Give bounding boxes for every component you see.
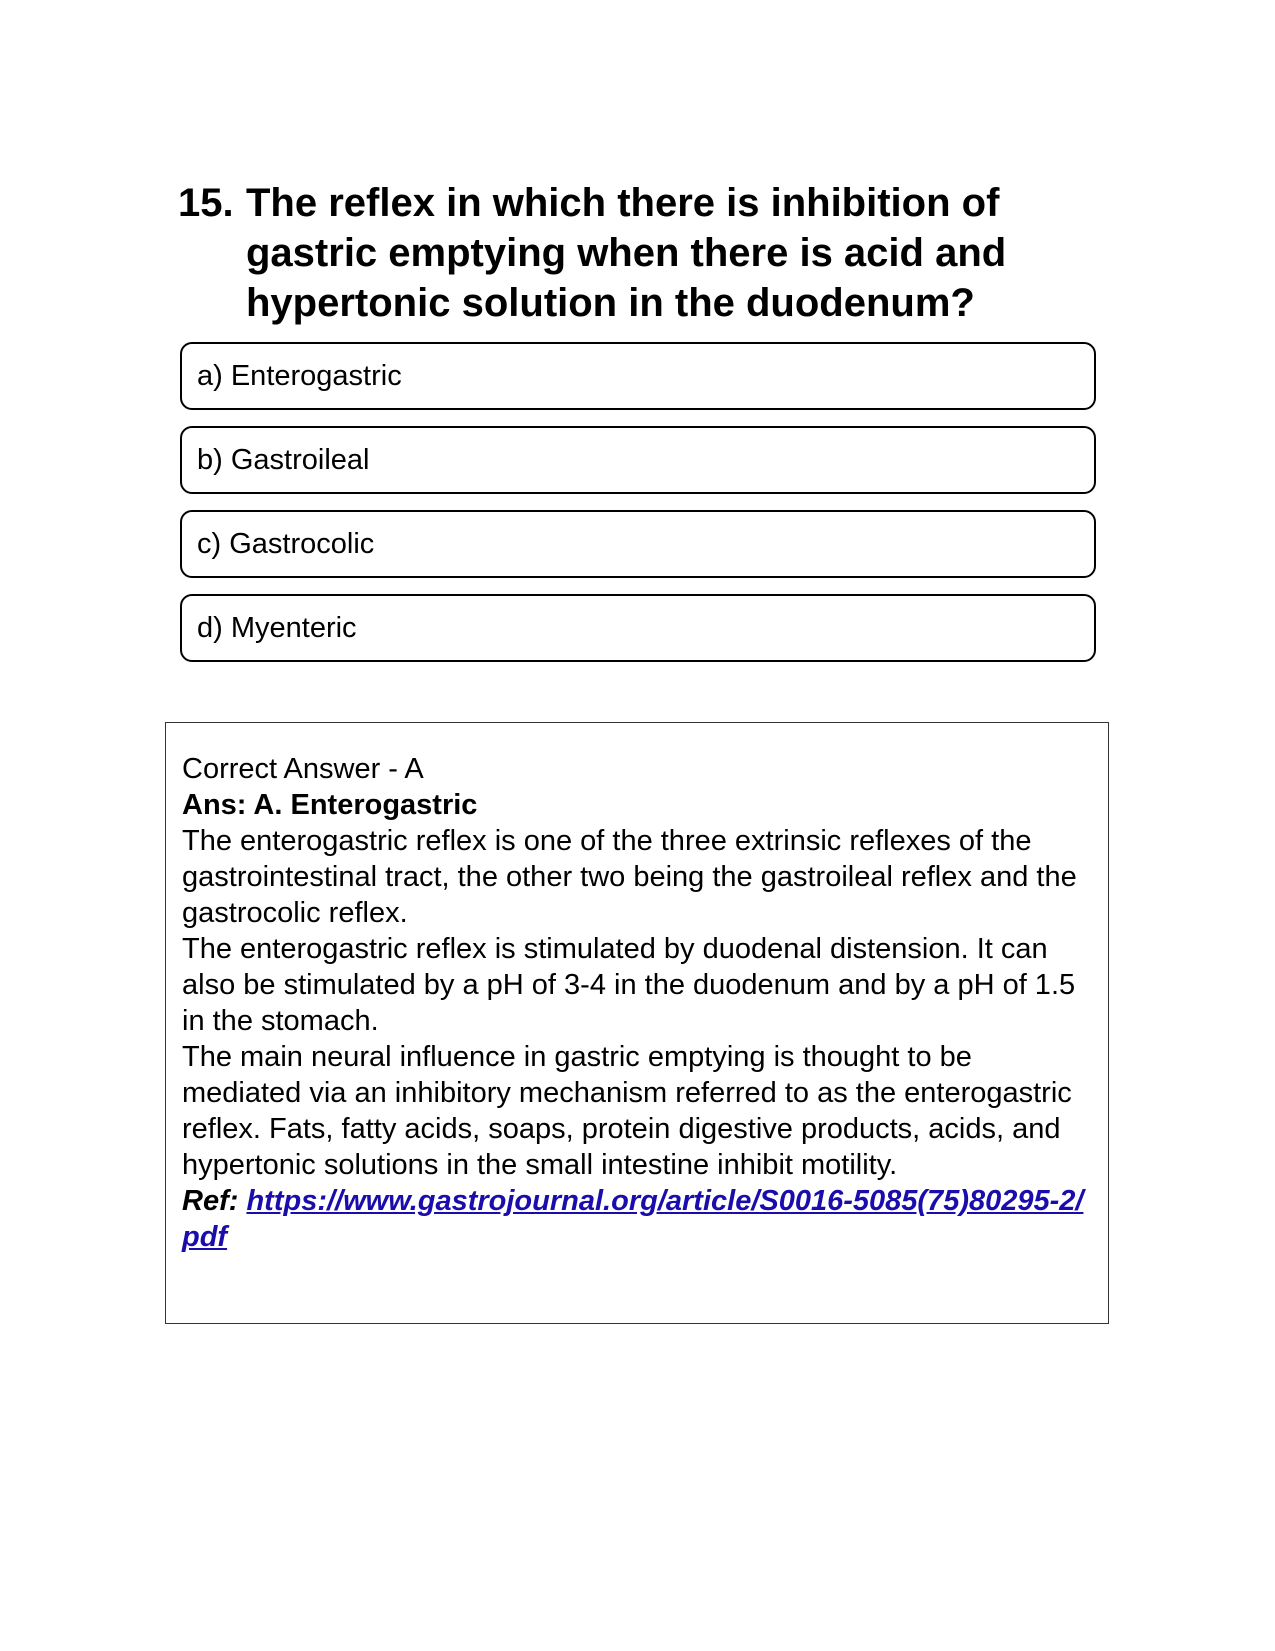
- answer-box: [165, 722, 1109, 1324]
- correct-answer: Correct Answer - A: [182, 753, 424, 785]
- explanation-paragraph-3: The main neural influence in gastric emptying is thought to be mediated via an inhibitory mechanism referred to as the enterogastric reflex. Fats, fatty acids, soaps, protein digestive products, acids, and hypertonic solutions in the small intestine inhibit motility.: [182, 1041, 1072, 1181]
- question-number: 15.: [178, 181, 234, 225]
- answer-title: Ans: A. Enterogastric: [182, 789, 478, 821]
- question-text: The reflex in which there is inhibition of gastric emptying when there is acid and hypertonic solution in the duodenum?: [246, 181, 1007, 325]
- explanation-paragraph-1: The enterogastric reflex is one of the three extrinsic reflexes of the gastrointestinal tract, the other two being the gastroileal reflex and the gastrocolic reflex.: [182, 825, 1077, 929]
- option-c[interactable]: c) Gastrocolic: [180, 510, 1096, 578]
- options-list: [180, 342, 1096, 678]
- option-b[interactable]: b) Gastroileal: [180, 426, 1096, 494]
- reference-label: Ref:: [182, 1185, 239, 1217]
- explanation-paragraph-2: The enterogastric reflex is stimulated by duodenal distension. It can also be stimulated by a pH of 3-4 in the duodenum and by a pH of 1.5 in the stomach.: [182, 933, 1076, 1037]
- option-d[interactable]: d) Myenteric: [180, 594, 1096, 662]
- reference-link[interactable]: https://www.gastrojournal.org/article/S0016-5085(75)80295-2/pdf: [182, 1185, 1084, 1253]
- option-a[interactable]: a) Enterogastric: [180, 342, 1096, 410]
- question: [178, 178, 1078, 328]
- reference: [182, 1183, 1092, 1255]
